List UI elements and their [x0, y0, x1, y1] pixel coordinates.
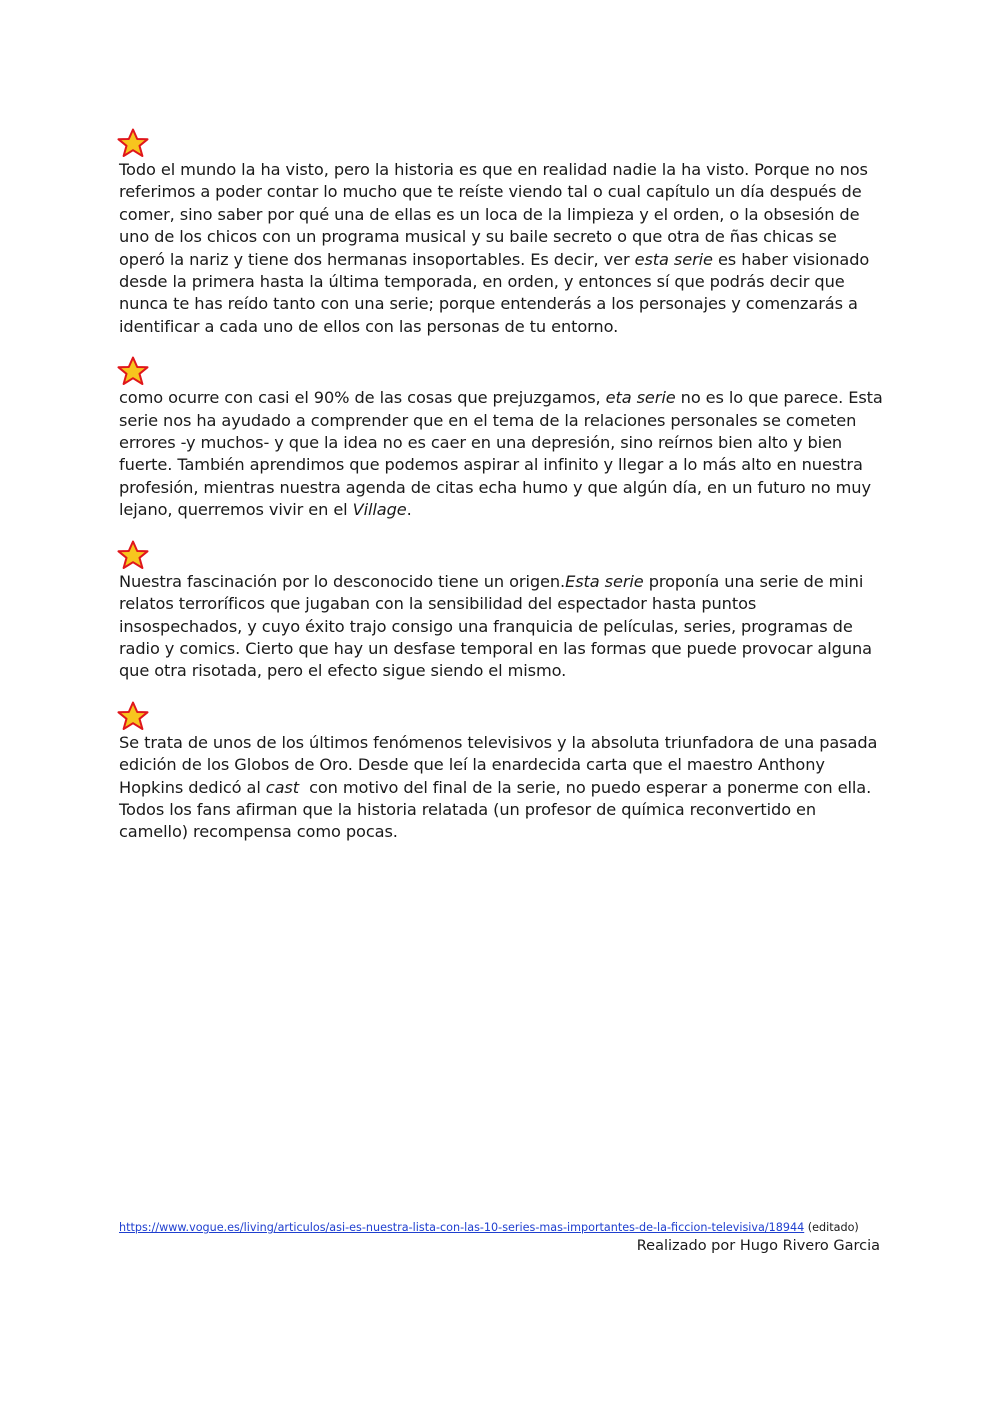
paragraph	[119, 387, 884, 521]
text-segment: es haber visionado desde la primera hasta la última temporada, en orden, y entonces sí que podrás decir que nunca te has reído tanto con una serie; porque entenderás a los personajes y comenzarás a identificar a cada uno de ellos con las personas de tu entorno.	[119, 249, 870, 336]
section-4	[119, 701, 884, 844]
text-segment: como ocurre con casi el 90% de las cosas que prejuzgamos,	[119, 388, 606, 408]
text-segment: Todo el mundo la ha visto, pero la historia es que en realidad nadie la ha visto. Porque no nos referimos a poder contar lo mucho que te reíste viendo tal o cual capítulo un día después de comer, sino saber por qué una de ellas es un loca de la limpieza y el orden, o la obsesión de uno de los chicos con un programa musical y su baile secreto o que otra de ñas chicas se operó la nariz y tiene dos hermanas insoportables. Es decir, ver	[119, 160, 868, 269]
star-icon	[117, 540, 149, 570]
document-body	[119, 128, 884, 862]
italic-term: cast	[265, 777, 299, 797]
source-citation	[119, 1221, 859, 1234]
section-1	[119, 128, 884, 338]
source-note: (editado)	[804, 1221, 859, 1234]
paragraph	[119, 571, 884, 683]
paragraph	[119, 159, 884, 338]
text-segment: .	[406, 500, 412, 520]
author-credit: Realizado por Hugo Rivero Garcia	[636, 1238, 880, 1254]
text-segment: proponía una serie de mini relatos terroríficos que jugaban con la sensibilidad del espectador hasta puntos insospechados, y cuyo éxito trajo consigo una franquicia de películas, series, programas de radio y comics. Cierto que hay un desfase temporal en las formas que puede provocar alguna que otra risotada, pero el efecto sigue siendo el mismo.	[119, 571, 872, 681]
star-icon	[117, 356, 149, 386]
text-segment: no es lo que parece. Esta serie nos ha ayudado a comprender que en el tema de la relaciones personales se cometen errores -y muchos- y que la idea no es caer en una depresión, sino reírnos bien alto y bien fuerte. También aprendimos que podemos aspirar al infinito y llegar a lo más alto en nuestra profesión, mientras nuestra agenda de citas echa humo y que algún día, en un futuro no muy lejano, querremos vivir en el	[119, 388, 883, 520]
italic-place-reference: Village	[352, 500, 407, 520]
star-icon	[117, 128, 149, 158]
italic-series-reference: esta serie	[634, 249, 713, 269]
text-segment: Se trata de unos de los últimos fenómenos televisivos y la absoluta triunfadora de una pasada edición de los Globos de Oro. Desde que leí la enardecida carta que el maestro Anthony Hopkins dedicó al	[119, 732, 878, 797]
section-3	[119, 540, 884, 683]
text-segment: Nuestra fascinación por lo desconocido tiene un origen.	[119, 571, 566, 591]
text-segment: con motivo del final de la serie, no puedo esperar a ponerme con ella. Todos los fans afirman que la historia relatada (un profesor de química reconvertido en camello) recompensa como pocas.	[119, 777, 877, 842]
italic-series-reference: eta serie	[605, 388, 676, 408]
italic-series-reference: Esta serie	[565, 571, 644, 591]
paragraph	[119, 732, 884, 844]
section-2	[119, 356, 884, 521]
star-icon	[117, 701, 149, 731]
source-link[interactable]: https://www.vogue.es/living/articulos/asi-es-nuestra-lista-con-las-10-series-mas-importantes-de-la-ficcion-televisiva/18944	[119, 1221, 805, 1234]
